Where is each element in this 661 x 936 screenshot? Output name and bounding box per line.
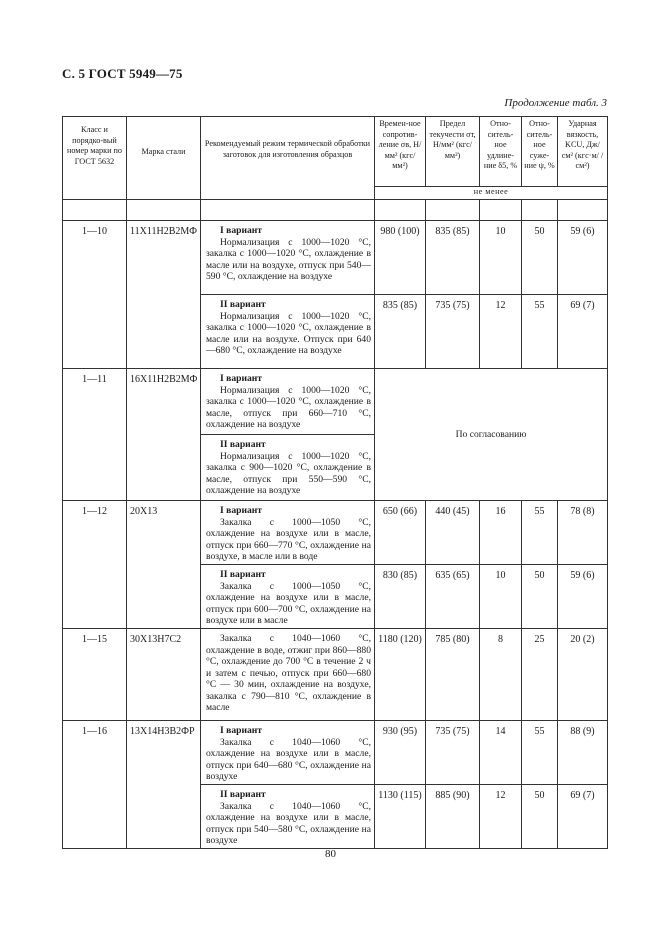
tensile-cell: 1130 (115) bbox=[375, 785, 426, 849]
variant-title: I вариант bbox=[220, 373, 263, 384]
grade-cell: 20Х13 bbox=[127, 501, 201, 629]
impact-cell: 20 (2) bbox=[558, 629, 608, 721]
grade-cell: 30Х13Н7С2 bbox=[127, 629, 201, 721]
treatment-cell bbox=[201, 785, 375, 849]
treatment-cell bbox=[201, 295, 375, 369]
treatment-text: Нормализация с 1000—1020 °С, закалка с 900—1020 °С, охлаждение в масле, отпуск при 550—590 °С, охлаждение на воздухе bbox=[206, 450, 371, 496]
treatment-cell bbox=[201, 369, 375, 435]
treatment-text: Нормализация с 1000—1020 °С, закалка с 1000—1020 °С, охлаждение в масле, отпуск при 660—710 °С, охлаждение на воздухе bbox=[206, 384, 371, 430]
header-tensile: Времен-ное сопротив-ление σв, Н/мм² (кгс/мм²) bbox=[375, 117, 426, 187]
contraction-cell: 55 bbox=[522, 501, 558, 565]
class-cell: 1—12 bbox=[63, 501, 127, 629]
impact-cell: 59 (6) bbox=[558, 221, 608, 295]
grade-cell: 13Х14Н3В2ФР bbox=[127, 721, 201, 849]
tensile-cell: 830 (85) bbox=[375, 565, 426, 629]
yield-cell: 635 (65) bbox=[426, 565, 480, 629]
header-class: Класс и порядко-вый номер марки по ГОСТ 5632 bbox=[63, 117, 127, 200]
header-impact: Ударная вязкость, KCU, Дж/см² (кгс·м/ /см²) bbox=[558, 117, 608, 187]
tensile-cell: 650 (66) bbox=[375, 501, 426, 565]
treatment-cell bbox=[201, 721, 375, 785]
variant-title: II вариант bbox=[220, 789, 266, 800]
treatment-text: Закалка с 1040—1060 °С, охлаждение на воздухе или в масле, отпуск при 540—580 °С, охлаждение на воздухе bbox=[206, 800, 371, 846]
table-row bbox=[63, 629, 608, 721]
treatment-text: Нормализация с 1000—1020 °С, закалка с 1000—1020 °С, охлаждение в масле или на воздухе. Отпуск при 640—680 °С, охлаждение на воздухе bbox=[206, 310, 371, 356]
treatment-cell bbox=[201, 435, 375, 501]
variant-title: I вариант bbox=[220, 505, 263, 516]
elongation-cell: 10 bbox=[480, 565, 522, 629]
impact-cell: 69 (7) bbox=[558, 295, 608, 369]
yield-cell: 735 (75) bbox=[426, 295, 480, 369]
treatment-cell bbox=[201, 565, 375, 629]
variant-title: II вариант bbox=[220, 439, 266, 450]
table-continuation-label: Продолжение табл. 3 bbox=[504, 97, 607, 109]
header-grade: Марка стали bbox=[127, 117, 201, 200]
contraction-cell: 55 bbox=[522, 721, 558, 785]
table-row bbox=[63, 221, 608, 295]
grade-cell: 16Х11Н2В2МФ bbox=[127, 369, 201, 501]
impact-cell: 59 (6) bbox=[558, 565, 608, 629]
table-row bbox=[63, 369, 608, 435]
yield-cell: 885 (90) bbox=[426, 785, 480, 849]
treatment-text: Закалка с 1000—1050 °С, охлаждение на воздухе или в масле, отпуск при 660—770 °С, охлаждение на воздухе, в масле или в воде bbox=[206, 516, 371, 562]
tensile-cell: 1180 (120) bbox=[375, 629, 426, 721]
treatment-cell bbox=[201, 221, 375, 295]
table-spacer-row bbox=[63, 200, 608, 221]
elongation-cell: 8 bbox=[480, 629, 522, 721]
treatment-text: Закалка с 1040—1060 °С, охлаждение в воде, отжиг при 860—880 °С, охлаждение до 700 °С в течение 2 ч и затем с печью, отпуск при 660—680 °С — 30 мин, охлаждение на воздухе, закалка с 790—810 °С, охлаждение в масле bbox=[206, 633, 371, 713]
tensile-cell: 980 (100) bbox=[375, 221, 426, 295]
variant-title: II вариант bbox=[220, 569, 266, 580]
treatment-text: Нормализация с 1000—1020 °С, закалка с 1000—1020 °С, охлаждение в масле или на воздухе, отпуск при 540—590 °С, охлаждение на воздухе bbox=[206, 236, 371, 282]
tensile-cell: 835 (85) bbox=[375, 295, 426, 369]
yield-cell: 735 (75) bbox=[426, 721, 480, 785]
elongation-cell: 14 bbox=[480, 721, 522, 785]
contraction-cell: 50 bbox=[522, 221, 558, 295]
elongation-cell: 10 bbox=[480, 221, 522, 295]
page-header: С. 5 ГОСТ 5949—75 bbox=[62, 66, 183, 81]
elongation-cell: 16 bbox=[480, 501, 522, 565]
tensile-cell: 930 (95) bbox=[375, 721, 426, 785]
treatment-text: Закалка с 1040—1060 °С, охлаждение на воздухе или в масле, отпуск при 640—680 °С, охлаждение на воздухе bbox=[206, 736, 371, 782]
treatment-text: Закалка с 1000—1050 °С, охлаждение на воздухе или в масле, отпуск при 600—700 °С, охлаждение на воздухе или в масле bbox=[206, 580, 371, 626]
variant-title: I вариант bbox=[220, 725, 263, 736]
treatment-cell bbox=[201, 501, 375, 565]
yield-cell: 440 (45) bbox=[426, 501, 480, 565]
page-number: 80 bbox=[325, 848, 336, 860]
table-row bbox=[63, 721, 608, 785]
yield-cell: 785 (80) bbox=[426, 629, 480, 721]
elongation-cell: 12 bbox=[480, 295, 522, 369]
elongation-cell: 12 bbox=[480, 785, 522, 849]
contraction-cell: 55 bbox=[522, 295, 558, 369]
impact-cell: 69 (7) bbox=[558, 785, 608, 849]
class-cell: 1—10 bbox=[63, 221, 127, 369]
contraction-cell: 50 bbox=[522, 785, 558, 849]
table-header-row bbox=[63, 117, 608, 187]
header-yield: Предел текучести σт, Н/мм² (кгс/мм²) bbox=[426, 117, 480, 187]
table-row bbox=[63, 501, 608, 565]
class-cell: 1—11 bbox=[63, 369, 127, 501]
class-cell: 1—16 bbox=[63, 721, 127, 849]
variant-title: I вариант bbox=[220, 225, 263, 236]
impact-cell: 78 (8) bbox=[558, 501, 608, 565]
header-contraction: Отно-ситель-ное суже-ние ψ, % bbox=[522, 117, 558, 187]
impact-cell: 88 (9) bbox=[558, 721, 608, 785]
yield-cell: 835 (85) bbox=[426, 221, 480, 295]
header-treatment: Рекомендуемый режим термической обработки заготовок для изготовления образцов bbox=[201, 117, 375, 200]
grade-cell: 11Х11Н2В2МФ bbox=[127, 221, 201, 369]
contraction-cell: 50 bbox=[522, 565, 558, 629]
header-elongation: Отно-ситель-ное удлине-ние δ5, % bbox=[480, 117, 522, 187]
treatment-cell bbox=[201, 629, 375, 721]
class-cell: 1—15 bbox=[63, 629, 127, 721]
steel-properties-table bbox=[62, 116, 608, 849]
header-not-less: не менее bbox=[375, 187, 608, 200]
agreement-cell: По согласованию bbox=[375, 369, 608, 501]
variant-title: II вариант bbox=[220, 299, 266, 310]
contraction-cell: 25 bbox=[522, 629, 558, 721]
